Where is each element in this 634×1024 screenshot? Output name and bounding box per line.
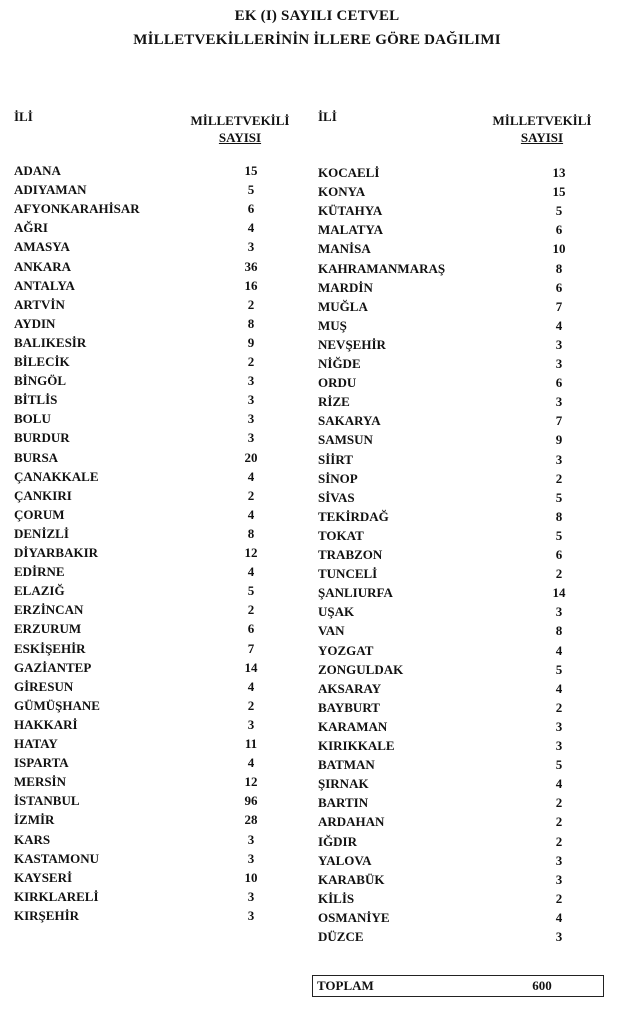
deputy-count: 5 bbox=[247, 583, 255, 599]
province-name: İSTANBUL bbox=[14, 793, 80, 809]
province-name: MALATYA bbox=[318, 222, 384, 238]
deputy-count: 9 bbox=[555, 432, 563, 448]
deputy-count: 13 bbox=[552, 165, 566, 180]
total-label: TOPLAM bbox=[317, 978, 374, 993]
deputy-count: 4 bbox=[247, 506, 255, 522]
deputy-count: 3 bbox=[555, 336, 563, 352]
deputy-count: 5 bbox=[555, 757, 563, 773]
province-name: HAKKARİ bbox=[14, 716, 78, 732]
province-name: TEKİRDAĞ bbox=[318, 508, 389, 524]
deputy-count: 6 bbox=[555, 547, 563, 562]
deputy-count: 3 bbox=[555, 929, 563, 944]
deputy-count: 7 bbox=[247, 640, 255, 656]
province-name: TUNCELİ bbox=[318, 566, 378, 582]
left-count-header-line2: SAYISI bbox=[218, 130, 262, 145]
province-name: EDİRNE bbox=[14, 564, 65, 580]
deputy-count: 6 bbox=[555, 222, 563, 238]
deputy-count: 2 bbox=[555, 566, 563, 582]
deputy-count: 4 bbox=[555, 680, 563, 696]
province-name: YALOVA bbox=[318, 852, 372, 868]
deputy-count: 4 bbox=[555, 642, 563, 658]
left-count-header bbox=[180, 112, 300, 146]
province-name: BAYBURT bbox=[318, 699, 380, 715]
province-name: BALIKESİR bbox=[14, 334, 87, 350]
province-name: SİNOP bbox=[318, 470, 358, 486]
province-name: ORDU bbox=[318, 375, 357, 391]
deputy-count: 4 bbox=[247, 220, 255, 236]
province-name: ARTVİN bbox=[14, 296, 65, 312]
deputy-count: 5 bbox=[555, 527, 563, 543]
province-name: KIRIKKALE bbox=[318, 738, 395, 753]
total-row bbox=[312, 975, 604, 997]
deputy-count: 11 bbox=[244, 736, 258, 751]
province-name: ÇORUM bbox=[14, 506, 65, 522]
province-name: KONYA bbox=[318, 184, 366, 200]
deputy-count: 2 bbox=[555, 833, 563, 849]
deputy-count: 2 bbox=[555, 814, 563, 830]
deputy-count: 20 bbox=[244, 449, 258, 465]
deputy-count: 2 bbox=[247, 487, 255, 503]
province-name: BURSA bbox=[14, 449, 59, 465]
deputy-count: 8 bbox=[247, 315, 255, 331]
province-name: HATAY bbox=[14, 736, 58, 751]
deputy-count: 36 bbox=[244, 258, 258, 274]
deputy-count: 2 bbox=[555, 795, 563, 811]
deputy-count: 10 bbox=[244, 869, 258, 885]
right-count-header-line2: SAYISI bbox=[520, 130, 564, 145]
deputy-count: 3 bbox=[555, 394, 563, 410]
province-name: ŞIRNAK bbox=[318, 776, 369, 792]
deputy-count: 3 bbox=[555, 718, 563, 734]
province-name: SAMSUN bbox=[318, 432, 373, 448]
deputy-count: 6 bbox=[247, 621, 255, 637]
province-name: TRABZON bbox=[318, 547, 383, 562]
province-name: GİRESUN bbox=[14, 678, 74, 694]
province-name: DENİZLİ bbox=[14, 525, 69, 541]
province-name: SİVAS bbox=[318, 489, 355, 505]
province-name: TOKAT bbox=[318, 527, 364, 543]
deputy-count: 3 bbox=[247, 373, 255, 389]
province-name: ANKARA bbox=[14, 258, 72, 274]
deputy-count: 5 bbox=[555, 661, 563, 677]
document-title: EK (I) SAYILI CETVEL bbox=[234, 8, 400, 24]
deputy-count: 7 bbox=[555, 413, 563, 429]
province-name: NİĞDE bbox=[318, 356, 361, 371]
deputy-count: 10 bbox=[552, 241, 566, 257]
province-name: GAZİANTEP bbox=[14, 659, 92, 675]
deputy-count: 3 bbox=[555, 871, 563, 887]
province-name: KARAMAN bbox=[318, 718, 388, 734]
deputy-count: 6 bbox=[555, 375, 563, 391]
province-name: ADANA bbox=[14, 163, 61, 178]
province-name: ARDAHAN bbox=[318, 814, 385, 830]
province-name: KARABÜK bbox=[318, 871, 385, 887]
province-name: YOZGAT bbox=[318, 642, 374, 658]
province-name: MERSİN bbox=[14, 774, 67, 790]
deputy-count: 15 bbox=[244, 163, 258, 178]
deputy-count: 6 bbox=[555, 279, 563, 295]
deputy-count: 4 bbox=[555, 909, 563, 925]
deputy-count: 5 bbox=[247, 182, 255, 198]
deputy-count: 3 bbox=[247, 239, 255, 255]
deputy-count: 2 bbox=[555, 890, 563, 906]
province-name: ADIYAMAN bbox=[14, 182, 87, 198]
right-province-header: İLİ bbox=[318, 109, 337, 124]
deputy-count: 12 bbox=[244, 545, 258, 560]
province-name: SAKARYA bbox=[318, 413, 381, 429]
province-name: ZONGULDAK bbox=[318, 661, 404, 677]
deputy-count: 3 bbox=[555, 451, 563, 467]
deputy-count: 16 bbox=[244, 277, 258, 293]
province-name: AĞRI bbox=[14, 220, 48, 236]
province-name: BİTLİS bbox=[14, 392, 58, 408]
deputy-count: 6 bbox=[247, 201, 255, 217]
province-name: BİLECİK bbox=[14, 354, 70, 369]
province-name: BATMAN bbox=[318, 757, 375, 773]
province-name: BİNGÖL bbox=[14, 373, 67, 389]
province-name: OSMANİYE bbox=[318, 909, 390, 925]
province-name: ŞANLIURFA bbox=[318, 585, 393, 601]
deputy-count: 15 bbox=[552, 184, 566, 200]
deputy-count: 4 bbox=[555, 776, 563, 792]
province-name: KIRKLARELİ bbox=[14, 888, 99, 904]
province-name: ERZİNCAN bbox=[14, 602, 84, 618]
document-subtitle: MİLLETVEKİLLERİNİN İLLERE GÖRE DAĞILIMI bbox=[133, 32, 501, 48]
province-name: MARDİN bbox=[318, 279, 373, 295]
province-name: KOCAELİ bbox=[318, 165, 380, 180]
province-name: KAYSERİ bbox=[14, 869, 73, 885]
deputy-count: 3 bbox=[247, 411, 255, 427]
deputy-count: 3 bbox=[247, 430, 255, 446]
province-name: AMASYA bbox=[14, 239, 70, 255]
province-name: ANTALYA bbox=[14, 277, 75, 293]
province-name: İZMİR bbox=[14, 812, 55, 828]
province-name: KARS bbox=[14, 831, 51, 847]
right-count-header bbox=[482, 112, 602, 146]
deputy-count: 3 bbox=[247, 850, 255, 866]
province-name: NEVŞEHİR bbox=[318, 336, 386, 352]
deputy-count: 2 bbox=[247, 296, 255, 312]
deputy-count: 3 bbox=[555, 356, 563, 371]
deputy-count: 8 bbox=[555, 508, 563, 524]
deputy-count: 5 bbox=[555, 489, 563, 505]
deputy-count: 96 bbox=[244, 793, 258, 809]
province-name: VAN bbox=[318, 623, 345, 639]
province-name: MUŞ bbox=[318, 317, 347, 333]
province-name: ELAZIĞ bbox=[14, 583, 65, 599]
deputy-count: 4 bbox=[247, 468, 255, 484]
total-value: 600 bbox=[532, 978, 552, 993]
province-name: BURDUR bbox=[14, 430, 70, 446]
province-name: UŞAK bbox=[318, 604, 355, 620]
province-name: KIRŞEHİR bbox=[14, 907, 80, 923]
province-name: DİYARBAKIR bbox=[14, 545, 99, 560]
deputy-count: 14 bbox=[244, 659, 258, 675]
province-name: ESKİŞEHİR bbox=[14, 640, 86, 656]
province-name: GÜMÜŞHANE bbox=[14, 697, 100, 713]
province-name: KİLİS bbox=[318, 890, 355, 906]
deputy-count: 8 bbox=[555, 623, 563, 639]
deputy-count: 28 bbox=[244, 812, 258, 828]
province-name: AKSARAY bbox=[318, 680, 382, 696]
deputy-count: 14 bbox=[552, 585, 566, 601]
province-name: ÇANKIRI bbox=[14, 487, 72, 503]
deputy-count: 2 bbox=[247, 354, 255, 369]
deputy-count: 3 bbox=[247, 831, 255, 847]
deputy-count: 3 bbox=[247, 907, 255, 923]
deputy-count: 9 bbox=[247, 334, 255, 350]
province-name: SİİRT bbox=[318, 451, 353, 467]
deputy-count: 3 bbox=[555, 604, 563, 620]
province-name: BARTIN bbox=[318, 795, 369, 811]
province-name: KASTAMONU bbox=[14, 850, 99, 866]
province-name: DÜZCE bbox=[318, 929, 364, 944]
province-name: ERZURUM bbox=[14, 621, 82, 637]
deputy-count: 3 bbox=[247, 716, 255, 732]
deputy-count: 5 bbox=[555, 203, 563, 219]
deputy-count: 8 bbox=[247, 525, 255, 541]
deputy-count: 4 bbox=[247, 564, 255, 580]
province-name: MANİSA bbox=[318, 241, 371, 257]
province-name: BOLU bbox=[14, 411, 51, 427]
deputy-count: 12 bbox=[244, 774, 258, 790]
deputy-count: 8 bbox=[555, 260, 563, 276]
deputy-count: 7 bbox=[555, 298, 563, 314]
deputy-count: 3 bbox=[247, 392, 255, 408]
deputy-count: 3 bbox=[555, 738, 563, 753]
province-name: ÇANAKKALE bbox=[14, 468, 99, 484]
deputy-count: 4 bbox=[247, 678, 255, 694]
deputy-count: 2 bbox=[555, 470, 563, 486]
province-name: KAHRAMANMARAŞ bbox=[318, 260, 446, 276]
province-name: AFYONKARAHİSAR bbox=[14, 201, 140, 217]
left-count-header-line1: MİLLETVEKİLİ bbox=[190, 113, 290, 128]
province-name: MUĞLA bbox=[318, 298, 368, 314]
deputy-count: 2 bbox=[247, 602, 255, 618]
province-name: RİZE bbox=[318, 394, 350, 410]
right-count-header-line1: MİLLETVEKİLİ bbox=[492, 113, 592, 128]
deputy-count: 2 bbox=[555, 699, 563, 715]
deputy-count: 3 bbox=[555, 852, 563, 868]
province-name: AYDIN bbox=[14, 315, 56, 331]
left-province-header: İLİ bbox=[14, 109, 33, 124]
deputy-count: 2 bbox=[247, 697, 255, 713]
province-name: IĞDIR bbox=[318, 833, 358, 849]
deputy-count: 4 bbox=[555, 317, 563, 333]
province-name: ISPARTA bbox=[14, 755, 69, 771]
deputy-count: 4 bbox=[247, 755, 255, 771]
province-name: KÜTAHYA bbox=[318, 203, 383, 219]
deputy-count: 3 bbox=[247, 888, 255, 904]
